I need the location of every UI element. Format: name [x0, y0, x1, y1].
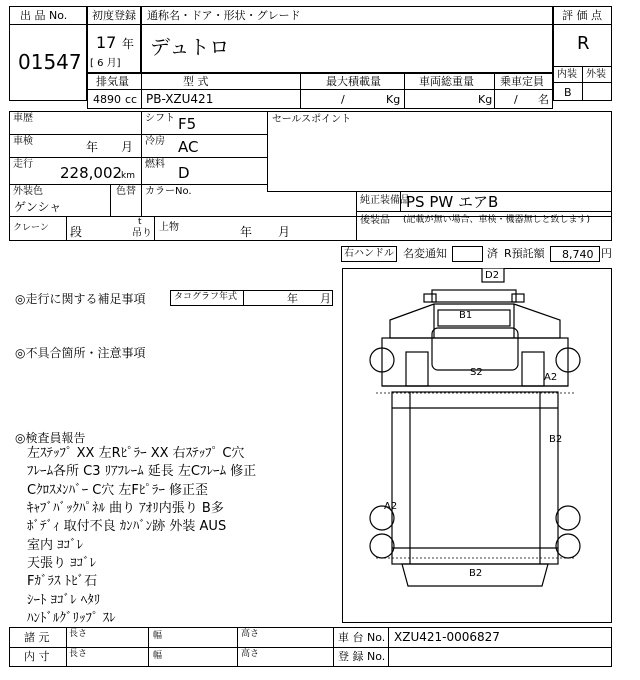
crane-ton: t — [138, 217, 142, 227]
damage-label-a2-right: A2 — [544, 372, 558, 383]
reg-year-unit: 年 — [122, 37, 135, 51]
report-line: ﾎﾞﾃﾞｨ 取付不良 ｶﾝﾊﾞﾝ跡 外装 AUS — [27, 519, 227, 534]
fuel-label: 燃料 — [145, 159, 165, 170]
color-no-label: カラーNo. — [145, 186, 192, 197]
fuel-value: D — [178, 164, 190, 182]
mileage-label: 走行 — [13, 159, 33, 170]
damage-label-b1: B1 — [459, 310, 473, 321]
max-load-value: / — [341, 93, 345, 106]
upper-year: 年 — [240, 225, 253, 239]
crane-stage: 段 — [70, 225, 83, 239]
aftermarket-note: (記載が無い場合、車検・機器無しと致します) — [403, 215, 591, 225]
dims-label: 諸 元 — [24, 631, 50, 644]
recycle-text: R預託額 — [504, 247, 545, 260]
capacity-label: 乗車定員 — [500, 75, 544, 88]
genuine-equipment-label: 純正装備品 — [360, 195, 410, 206]
inner-dims-label: 内 寸 — [24, 650, 50, 663]
tacho-month: 月 — [320, 292, 331, 305]
inspection-label: 車検 — [13, 136, 33, 147]
shift-label: シフト — [145, 113, 175, 124]
damage-label-s2: S2 — [470, 367, 483, 378]
reg-year: 17 — [96, 33, 117, 52]
inner-width-label: 幅 — [153, 651, 163, 661]
max-load-unit: Kg — [386, 93, 401, 106]
displacement-value: 4890 — [93, 93, 121, 106]
reg-no-label: 登 録 No. — [338, 650, 386, 663]
displacement-unit: cc — [125, 93, 138, 106]
history-label: 車歴 — [13, 113, 33, 124]
reg-label: 初度登録 — [92, 9, 136, 22]
exterior-color-value: ゲンシャ — [14, 200, 62, 214]
yen-label: 円 — [601, 247, 612, 260]
inspector-report-title: ◎検査員報告 — [15, 431, 86, 445]
inspection-month-unit: 月 — [121, 140, 134, 154]
lot-number: 01547 — [18, 50, 82, 74]
ac-value: AC — [178, 138, 199, 156]
dims-length-label: 長さ — [69, 629, 88, 639]
gross-weight-unit: Kg — [478, 93, 493, 106]
mileage-value: 228,002 — [60, 164, 123, 182]
report-line: 室内 ﾖｺﾞﾚ — [27, 538, 84, 553]
genuine-equipment-value: PS PW エアB — [406, 193, 499, 211]
report-line: Cｸﾛｽﾒﾝﾊﾞｰ C穴 左Fﾋﾟﾗｰ 修正歪 — [27, 483, 209, 498]
driving-notes-title: ◎走行に関する補足事項 — [15, 292, 146, 306]
max-load-label: 最大積載量 — [326, 75, 381, 88]
capacity-value: / — [514, 93, 518, 106]
name-change-label: 名変通知 — [403, 247, 447, 260]
lot-label: 出 品 No. — [20, 9, 68, 22]
sales-point-label: セールスポイント — [272, 114, 352, 125]
score-value: R — [577, 33, 590, 54]
model-name: デュトロ — [150, 35, 230, 59]
displacement-label: 排気量 — [96, 75, 129, 88]
interior-grade: B — [564, 86, 572, 99]
crane-label: クレーン — [13, 223, 49, 233]
name-change-box — [452, 246, 483, 262]
right-handle-label: 右ハンドル — [344, 248, 394, 259]
report-line: 左ｽﾃｯﾌﾟ XX 左Rﾋﾟﾗｰ XX 右ｽﾃｯﾌﾟ C穴 — [27, 446, 245, 461]
exterior-label: 外装 — [586, 69, 606, 80]
type-label: 型 式 — [183, 75, 209, 88]
score-label: 評 価 点 — [562, 9, 602, 22]
dims-width-label: 幅 — [153, 631, 163, 641]
report-line: ﾌﾚｰﾑ各所 C3 ﾘｱﾌﾚｰﾑ 延長 左Cﾌﾚｰﾑ 修正 — [27, 464, 257, 479]
reg-month: [ 6 月] — [90, 58, 121, 69]
upper-label: 上物 — [159, 222, 179, 233]
mileage-unit: km — [121, 171, 135, 181]
defects-title: ◎不具合箇所・注意事項 — [15, 346, 146, 360]
exterior-color-label: 外装色 — [13, 186, 43, 197]
report-line: ﾊﾝﾄﾞﾙｸﾞﾘｯﾌﾟ ｽﾚ — [27, 611, 116, 626]
damage-label-b2-right: B2 — [549, 434, 563, 445]
report-line: ｼｰﾄ ﾖｺﾞﾚ ﾍﾀﾘ — [27, 593, 101, 608]
inspection-year-unit: 年 — [86, 140, 99, 154]
chassis-label: 車 台 No. — [338, 631, 386, 644]
gross-weight-label: 車両総重量 — [419, 75, 474, 88]
upper-month: 月 — [278, 225, 291, 239]
damage-label-d2: D2 — [485, 270, 500, 281]
crane-hang: 吊り — [132, 228, 152, 239]
model-label: 通称名・ドア・形状・グレード — [147, 9, 301, 22]
chassis-value: XZU421-0006827 — [394, 630, 500, 644]
report-line: ｷｬﾌﾞﾊﾞｯｸﾊﾟﾈﾙ 曲り ｱｵﾘ内張り B多 — [27, 501, 224, 516]
dims-height-label: 高さ — [241, 629, 260, 639]
type-value: PB-XZU421 — [146, 92, 214, 106]
damage-label-a2-left: A2 — [384, 501, 398, 512]
inner-length-label: 長さ — [69, 649, 88, 659]
capacity-unit: 名 — [538, 93, 549, 106]
shift-value: F5 — [178, 115, 197, 133]
report-line: Fｶﾞﾗｽ ﾄﾋﾞ石 — [27, 574, 98, 589]
ac-label: 冷房 — [145, 136, 165, 147]
inner-height-label: 高さ — [241, 649, 260, 659]
color-change-label: 色替 — [116, 186, 136, 197]
aftermarket-label: 後装品 — [360, 215, 390, 226]
tacho-label: タコグラフ年式 — [174, 292, 238, 302]
report-line: 天張り ﾖｺﾞﾚ — [27, 556, 97, 571]
recycle-amount: 8,740 — [562, 248, 594, 261]
damage-label-b2-rear: B2 — [469, 568, 483, 579]
tacho-year: 年 — [287, 292, 298, 305]
recycle-done-label: 済 — [487, 247, 498, 260]
interior-label: 内装 — [557, 69, 577, 80]
